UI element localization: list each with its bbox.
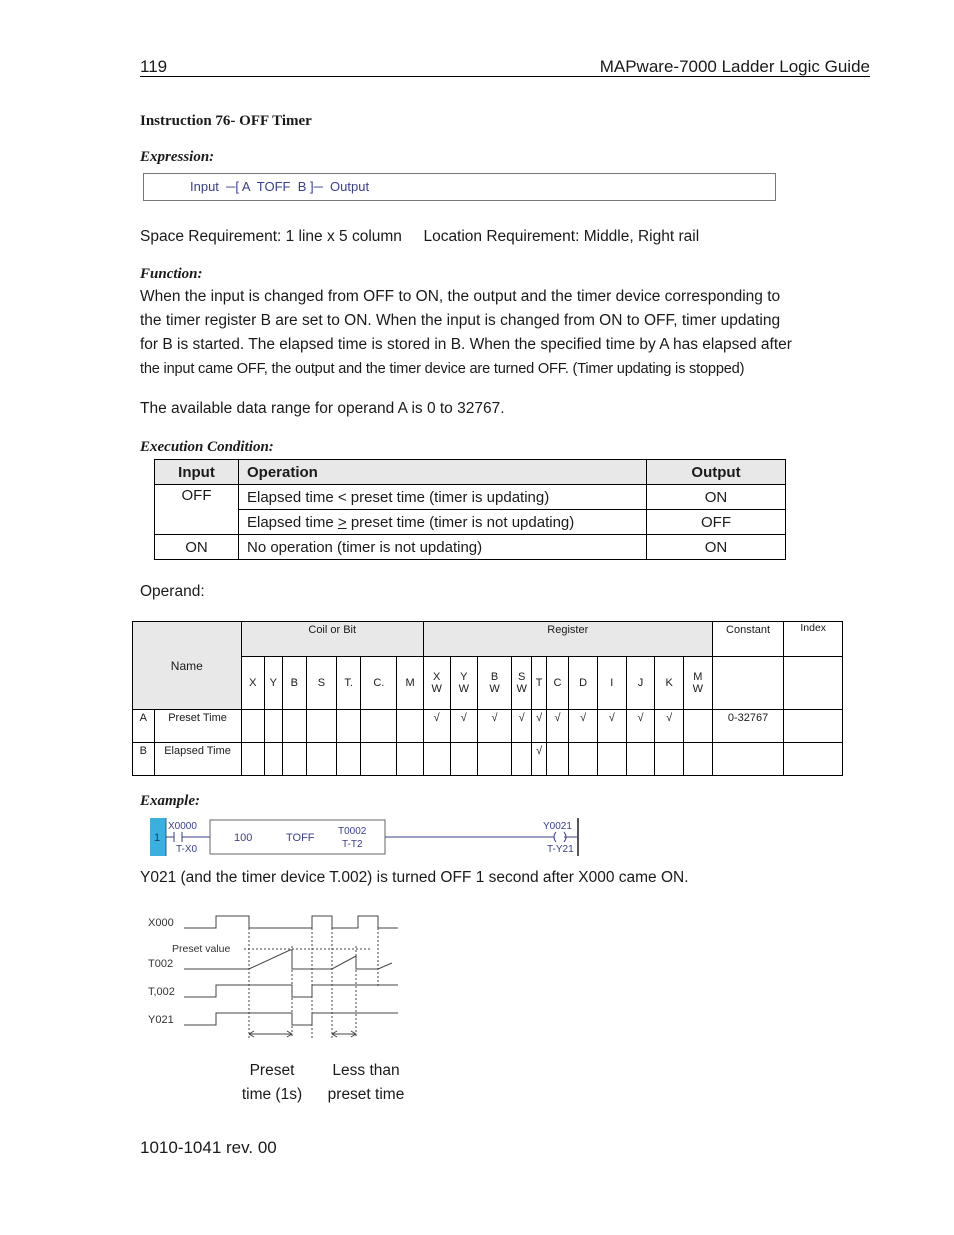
constant-col bbox=[712, 657, 784, 710]
cell bbox=[397, 743, 424, 776]
register-header: Register bbox=[423, 622, 712, 657]
reg-col bbox=[450, 657, 478, 710]
reg-col-top: S bbox=[518, 671, 526, 683]
document-title: MAPware-7000 Ladder Logic Guide bbox=[599, 57, 870, 76]
cell bbox=[307, 743, 337, 776]
check-cell: √ bbox=[597, 710, 626, 743]
coil-col: M bbox=[397, 657, 424, 710]
reg-col-bottom: W bbox=[458, 683, 470, 695]
check-cell: √ bbox=[532, 743, 546, 776]
preset-time-caption bbox=[236, 1059, 308, 1107]
cell bbox=[397, 710, 424, 743]
x000-waveform bbox=[184, 916, 398, 928]
op-text: preset time (timer is not updating) bbox=[346, 513, 575, 531]
operand-table bbox=[132, 621, 843, 776]
check-cell bbox=[511, 743, 531, 776]
t-002-bit-waveform bbox=[184, 985, 398, 997]
reg-col-bottom: W bbox=[516, 683, 527, 695]
constant-header: Constant bbox=[712, 622, 784, 657]
cell-output: OFF bbox=[647, 510, 786, 535]
cell bbox=[265, 743, 282, 776]
reg-col: T bbox=[532, 657, 546, 710]
check-cell: √ bbox=[511, 710, 531, 743]
arg-b-bottom: T-T2 bbox=[342, 839, 363, 850]
function-line: for B is started. The elapsed time is stored in B. When the specified time by A has elapsed after bbox=[140, 336, 792, 353]
signal-label: X000 bbox=[148, 917, 174, 929]
coil-col: Y bbox=[265, 657, 282, 710]
check-cell bbox=[597, 743, 626, 776]
check-cell bbox=[478, 743, 512, 776]
arg-b-top: T0002 bbox=[338, 826, 367, 837]
coil-col: C. bbox=[361, 657, 397, 710]
function-description bbox=[140, 285, 820, 381]
operand-label: Operand: bbox=[140, 583, 205, 600]
timing-guides bbox=[249, 916, 378, 1038]
cell-input: OFF bbox=[155, 485, 239, 535]
reg-col-top: Y bbox=[460, 671, 468, 683]
example-caption: Y021 (and the timer device T.002) is turned OFF 1 second after X000 came ON. bbox=[140, 869, 689, 886]
execution-table bbox=[154, 459, 786, 560]
name-header: Name bbox=[133, 622, 242, 710]
row-name: Preset Time bbox=[154, 710, 241, 743]
check-cell: √ bbox=[655, 710, 684, 743]
table-row bbox=[155, 535, 786, 560]
reg-col-bottom: W bbox=[489, 683, 500, 695]
check-cell: √ bbox=[423, 710, 450, 743]
expression-label: Expression: bbox=[140, 149, 215, 165]
reg-col bbox=[511, 657, 531, 710]
coil-col: S bbox=[307, 657, 337, 710]
index-header: Index bbox=[784, 622, 843, 657]
preset-value-label: Preset value bbox=[172, 943, 231, 955]
reg-col bbox=[683, 657, 712, 710]
preset-time-arrow bbox=[249, 1031, 292, 1037]
table-row bbox=[133, 743, 843, 776]
check-cell bbox=[655, 743, 684, 776]
contact-top-label: X0000 bbox=[168, 821, 197, 832]
space-requirement: Space Requirement: 1 line x 5 column Location Requirement: Middle, Right rail bbox=[140, 228, 700, 245]
cell bbox=[361, 710, 397, 743]
check-cell bbox=[546, 743, 569, 776]
arg-a: 100 bbox=[234, 832, 253, 844]
y021-waveform bbox=[184, 1013, 398, 1025]
check-cell bbox=[683, 710, 712, 743]
function-line: the input came OFF, the output and the timer device are turned OFF. (Timer updating is stopped) bbox=[140, 361, 745, 377]
cell bbox=[336, 743, 361, 776]
coil-col: T. bbox=[336, 657, 361, 710]
cell bbox=[241, 710, 265, 743]
reg-col: J bbox=[626, 657, 655, 710]
constant-cell: 0-32767 bbox=[712, 710, 784, 743]
instruction-title: Instruction 76- OFF Timer bbox=[140, 113, 312, 129]
col-operation: Operation bbox=[239, 460, 647, 485]
col-input: Input bbox=[155, 460, 239, 485]
cell bbox=[241, 743, 265, 776]
timing-diagram bbox=[140, 906, 410, 1046]
coil-top-label: Y0021 bbox=[543, 821, 572, 832]
table-row bbox=[155, 510, 786, 535]
cell-output: ON bbox=[647, 535, 786, 560]
example-label: Example: bbox=[140, 793, 200, 809]
reg-col-top: M bbox=[693, 671, 703, 683]
reg-col-bottom: W bbox=[431, 683, 442, 695]
signal-label: Y021 bbox=[148, 1014, 174, 1026]
cell bbox=[361, 743, 397, 776]
page-number: 119 bbox=[140, 57, 168, 76]
function-line: When the input is changed from OFF to ON, the output and the timer device corresponding to bbox=[140, 288, 781, 305]
check-cell: √ bbox=[478, 710, 512, 743]
check-cell bbox=[569, 743, 598, 776]
reg-col bbox=[423, 657, 450, 710]
check-cell: √ bbox=[546, 710, 569, 743]
func-name: TOFF bbox=[286, 832, 315, 844]
cell bbox=[282, 743, 307, 776]
row-id: A bbox=[133, 710, 155, 743]
coil-col: B bbox=[282, 657, 307, 710]
check-cell: √ bbox=[532, 710, 546, 743]
cell bbox=[265, 710, 282, 743]
less-than-caption bbox=[320, 1059, 412, 1107]
cell bbox=[336, 710, 361, 743]
cell bbox=[307, 710, 337, 743]
coil-bottom-label: T-Y21 bbox=[547, 844, 574, 855]
table-header-row bbox=[155, 460, 786, 485]
reg-col bbox=[478, 657, 512, 710]
row-id: B bbox=[133, 743, 155, 776]
signal-label: T,002 bbox=[148, 986, 175, 998]
check-cell: √ bbox=[450, 710, 478, 743]
constant-cell bbox=[712, 743, 784, 776]
signal-label: T002 bbox=[148, 958, 174, 970]
check-cell: √ bbox=[569, 710, 598, 743]
ladder-diagram bbox=[150, 816, 590, 858]
op-text: Elapsed time bbox=[247, 513, 338, 531]
check-cell bbox=[450, 743, 478, 776]
table-row bbox=[155, 485, 786, 510]
check-cell bbox=[626, 743, 655, 776]
cell-output: ON bbox=[647, 485, 786, 510]
caption-line: Less than bbox=[332, 1062, 400, 1079]
gte-symbol: > bbox=[337, 513, 347, 531]
function-line: the timer register B are set to ON. When the input is changed from ON to OFF, timer updating bbox=[140, 312, 781, 329]
cell-input: ON bbox=[155, 535, 239, 560]
index-cell bbox=[784, 710, 843, 743]
rung-number: 1 bbox=[154, 832, 161, 844]
coil-header: Coil or Bit bbox=[241, 622, 423, 657]
cell-operation: Elapsed time < preset time (timer is updating) bbox=[239, 485, 647, 510]
header-rule bbox=[140, 76, 870, 77]
footer-revision: 1010-1041 rev. 00 bbox=[140, 1138, 277, 1157]
cell-operation: No operation (timer is not updating) bbox=[239, 535, 647, 560]
cell bbox=[282, 710, 307, 743]
operand-group-row bbox=[133, 622, 843, 657]
expression-box bbox=[143, 173, 776, 201]
reg-col: K bbox=[655, 657, 684, 710]
reg-col: D bbox=[569, 657, 598, 710]
data-range-text: The available data range for operand A is 0 to 32767. bbox=[140, 400, 505, 417]
caption-line: time (1s) bbox=[241, 1086, 303, 1103]
function-label: Function: bbox=[140, 266, 203, 282]
cell-operation bbox=[239, 510, 647, 535]
index-col bbox=[784, 657, 843, 710]
reg-col-top: X bbox=[433, 671, 441, 683]
reg-col-top: B bbox=[490, 671, 499, 683]
reg-col-bottom: W bbox=[692, 683, 704, 695]
reg-col: C bbox=[546, 657, 569, 710]
reg-col: I bbox=[597, 657, 626, 710]
check-cell bbox=[423, 743, 450, 776]
execution-label: Execution Condition: bbox=[140, 439, 274, 455]
contact-bottom-label: T-X0 bbox=[176, 844, 198, 855]
index-cell bbox=[784, 743, 843, 776]
less-than-arrow bbox=[332, 1031, 356, 1037]
coil-col: X bbox=[241, 657, 265, 710]
row-name: Elapsed Time bbox=[154, 743, 241, 776]
expression-text: Input ─[ A TOFF B ]─ Output bbox=[190, 179, 370, 194]
check-cell bbox=[683, 743, 712, 776]
caption-line: preset time bbox=[327, 1086, 405, 1103]
col-output: Output bbox=[647, 460, 786, 485]
table-row bbox=[133, 710, 843, 743]
caption-line: Preset bbox=[249, 1062, 295, 1079]
check-cell: √ bbox=[626, 710, 655, 743]
